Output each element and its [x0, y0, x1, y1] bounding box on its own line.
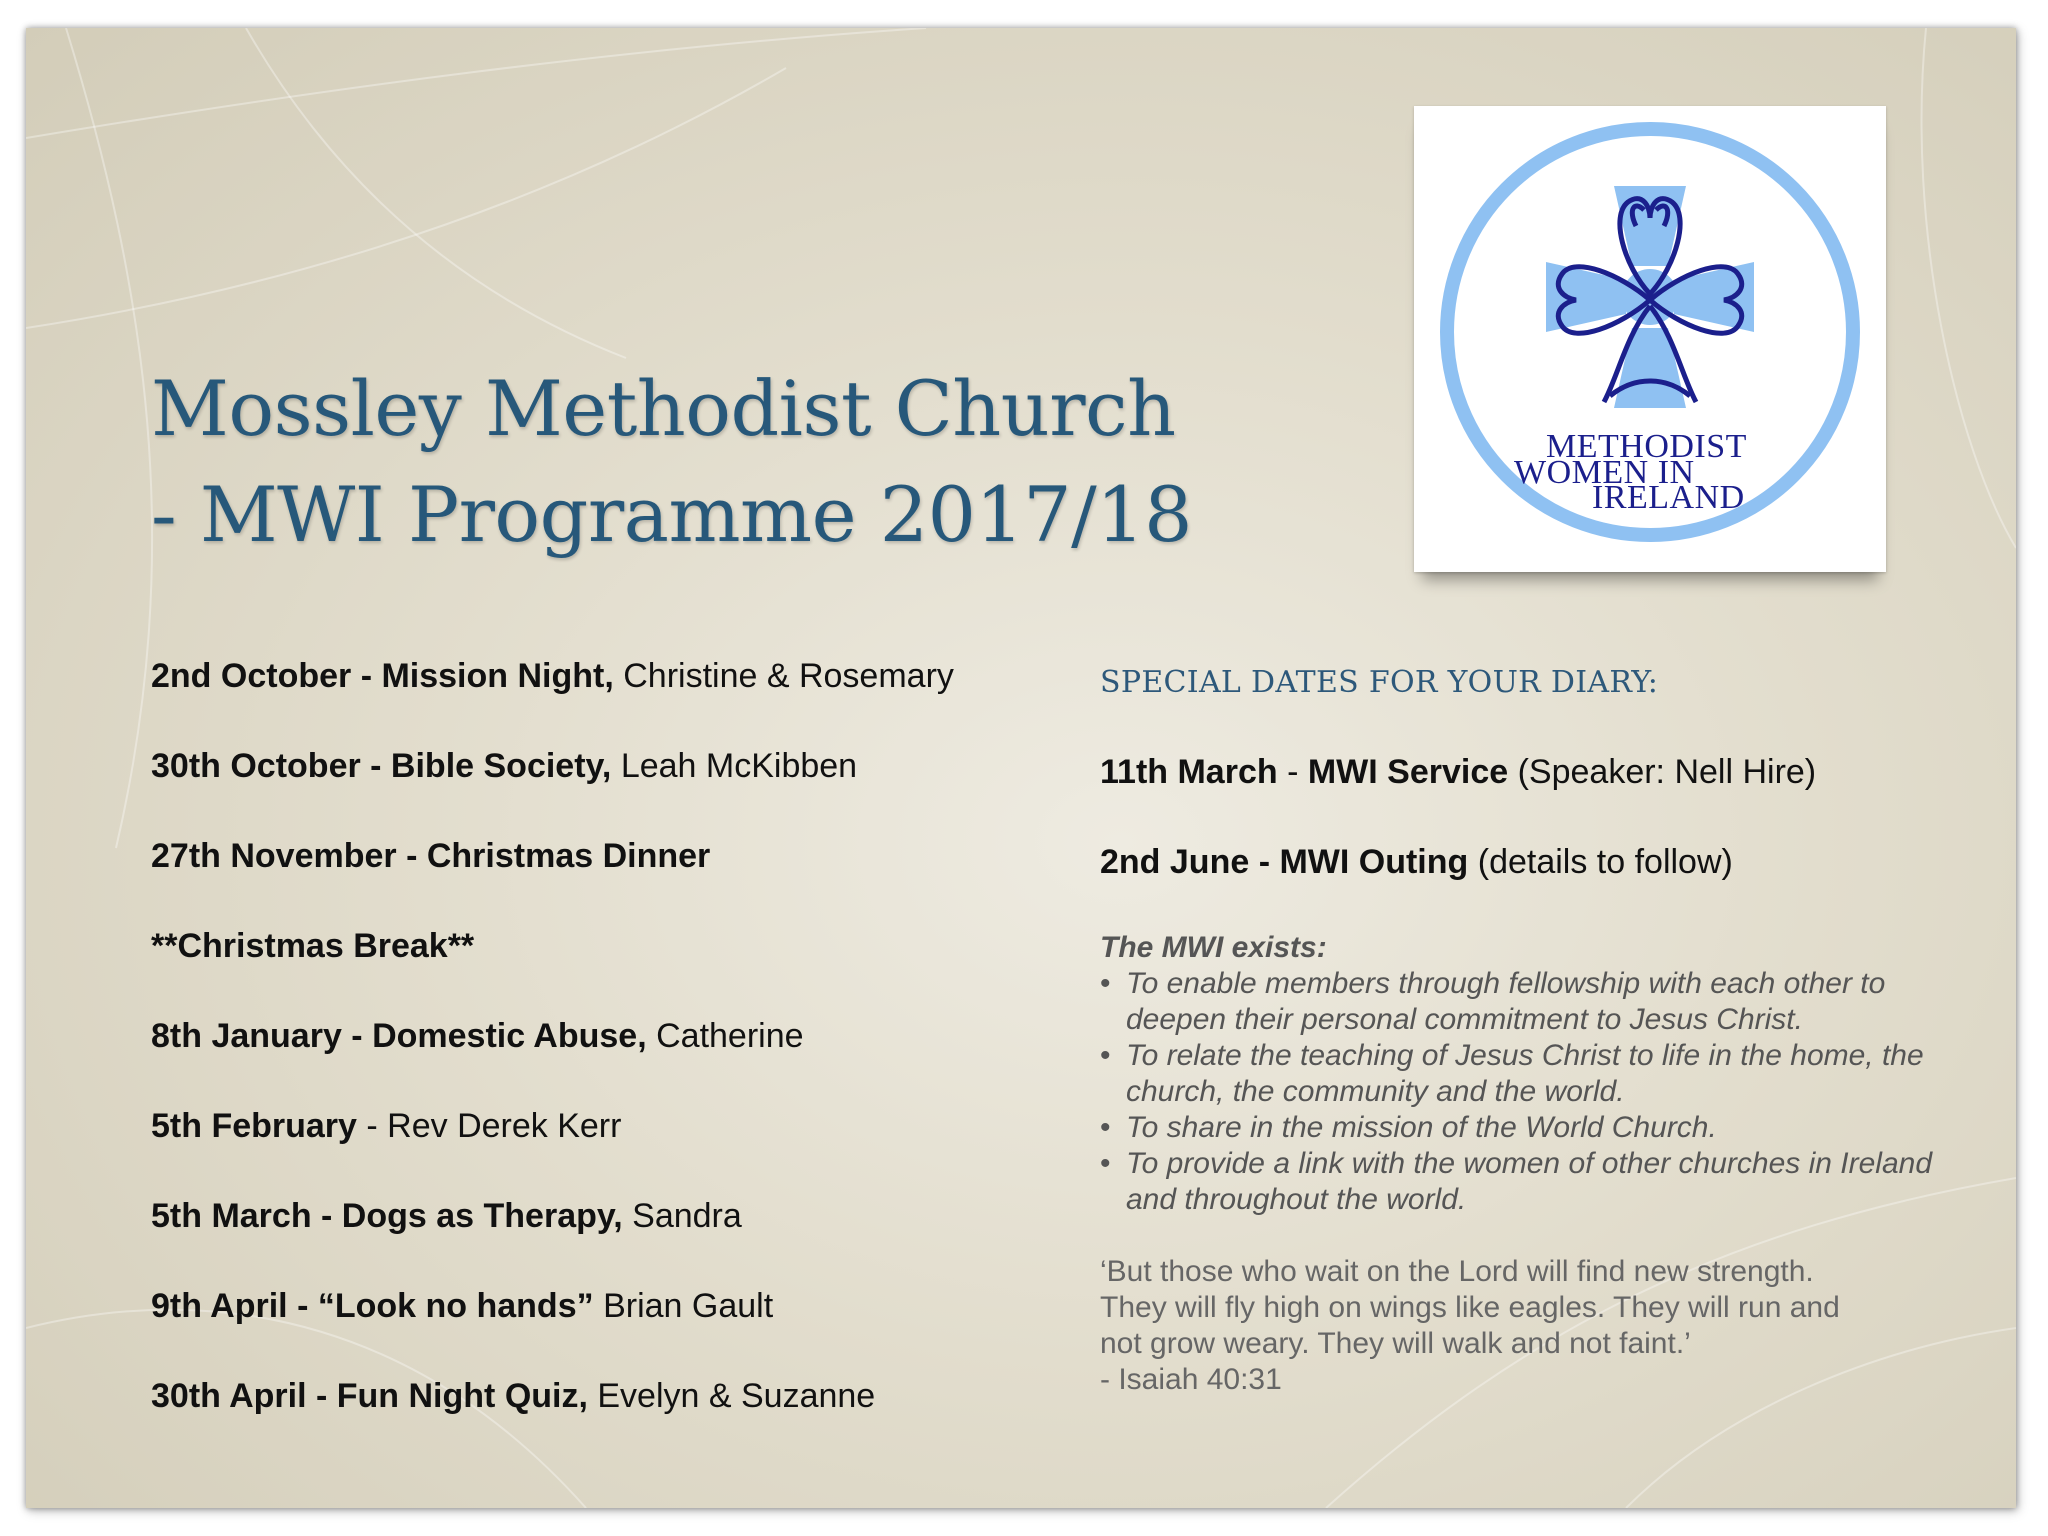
verse-line: not grow weary. They will walk and not faint.’: [1100, 1327, 1691, 1360]
logo-text-line-2: WOMEN IN: [1514, 454, 1695, 491]
verse-reference: - Isaiah 40:31: [1100, 1363, 1282, 1396]
mwi-purpose: [1100, 930, 1960, 1218]
programme-item: **Christmas Break**: [151, 927, 475, 965]
purpose-item: • To enable members through fellowship with each other to deepen their personal commitment to Jesus Christ.: [1100, 967, 1886, 1036]
purpose-item: • To relate the teaching of Jesus Christ to life in the home, the church, the community and the world.: [1100, 1039, 1924, 1108]
page-title: [151, 356, 1192, 568]
purpose-item: • To provide a link with the women of other churches in Ireland and throughout the world.: [1100, 1147, 1933, 1216]
mwi-logo: [1414, 106, 1886, 572]
purpose-heading: The MWI exists:: [1100, 931, 1327, 964]
logo-text-line-1: METHODIST: [1546, 428, 1747, 465]
programme-item: 5th March - Dogs as Therapy, Sandra: [151, 1197, 742, 1235]
slide-background: [26, 28, 2016, 1508]
verse-line: ‘But those who wait on the Lord will find new strength.: [1100, 1255, 1814, 1288]
logo-text-line-3: IRELAND: [1592, 479, 1745, 516]
programme-item: 8th January - Domestic Abuse, Catherine: [151, 1017, 804, 1055]
programme-item: 30th October - Bible Society, Leah McKibben: [151, 747, 858, 785]
special-date-item: 2nd June - MWI Outing (details to follow): [1100, 843, 1733, 881]
programme-item: 2nd October - Mission Night, Christine & Rosemary: [151, 657, 954, 695]
special-dates-panel: [1100, 658, 1960, 1398]
programme-list: [151, 648, 1051, 1458]
special-date-item: 11th March - MWI Service (Speaker: Nell Hire): [1100, 753, 1817, 791]
bible-verse: [1100, 1254, 1960, 1398]
purpose-item: • To share in the mission of the World Church.: [1100, 1111, 1717, 1144]
special-dates-heading: SPECIAL DATES FOR YOUR DIARY:: [1100, 665, 1659, 700]
programme-item: 27th November - Christmas Dinner: [151, 837, 711, 875]
verse-line: They will fly high on wings like eagles. They will run and: [1100, 1291, 1840, 1324]
title-line-1: Mossley Methodist Church: [151, 364, 1176, 453]
programme-item: 30th April - Fun Night Quiz, Evelyn & Suzanne: [151, 1377, 876, 1415]
title-line-2: - MWI Programme 2017/18: [151, 470, 1192, 559]
programme-item: 9th April - “Look no hands” Brian Gault: [151, 1287, 774, 1325]
programme-item: 5th February - Rev Derek Kerr: [151, 1107, 622, 1145]
purpose-list: [1100, 966, 1960, 1218]
